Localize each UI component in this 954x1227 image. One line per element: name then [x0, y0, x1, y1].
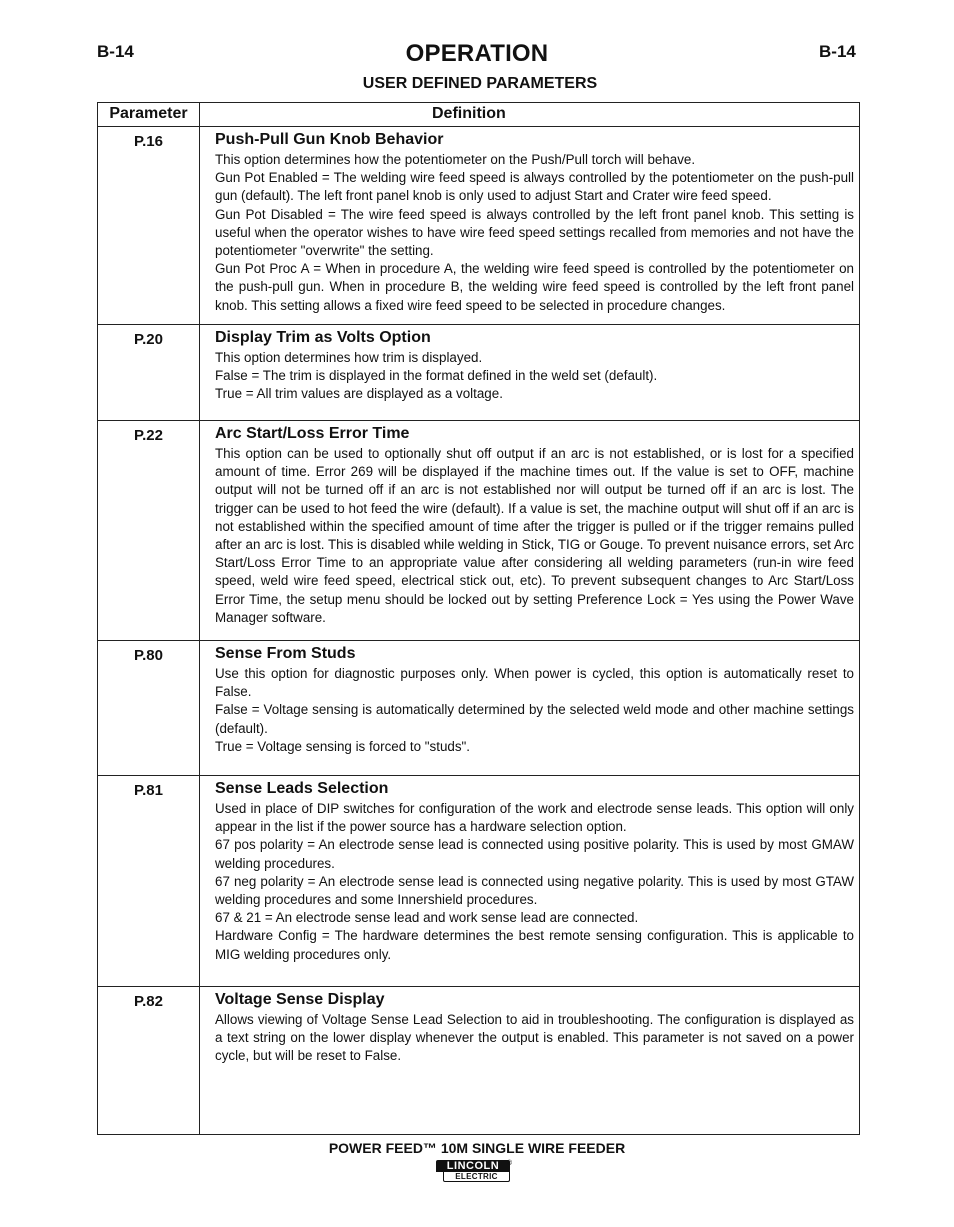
definition-line: 67 & 21 = An electrode sense lead and work sense lead are connected. [215, 910, 639, 926]
definition-line: Hardware Config = The hardware determines the best remote sensing configuration. This is applicable to MIG welding procedures only. [215, 928, 854, 962]
lincoln-electric-logo [436, 1160, 510, 1182]
definition-line: Gun Pot Disabled = The wire feed speed is always controlled by the left front panel knob. This setting is useful when the operator wishes to have wire feed speed settings recalled from memories and not have the potentiometer "overwrite" the setting. [215, 206, 854, 259]
page-title: OPERATION [405, 40, 549, 67]
parameter-code: P.81 [98, 776, 200, 987]
parameter-definition [200, 421, 860, 641]
table-row [98, 987, 860, 1135]
parameter-heading: Push-Pull Gun Knob Behavior [215, 131, 444, 148]
table-row [98, 641, 860, 776]
parameter-code: P.80 [98, 641, 200, 776]
parameter-heading: Voltage Sense Display [215, 991, 385, 1008]
table-row [98, 776, 860, 987]
footer-product-name: POWER FEED™ 10M SINGLE WIRE FEEDER [328, 1140, 626, 1156]
parameter-code: P.22 [98, 421, 200, 641]
parameter-definition [200, 776, 860, 987]
parameter-heading: Sense From Studs [215, 645, 356, 662]
table-header-row [98, 103, 860, 127]
parameter-definition [200, 641, 860, 776]
definition-line: 67 neg polarity = An electrode sense lead is connected using negative polarity. This is used by most GTAW welding procedures and some Innershield procedures. [215, 873, 854, 908]
parameter-code: P.16 [98, 127, 200, 325]
definition-line: This option determines how the potentiometer on the Push/Pull torch will behave. [215, 152, 696, 167]
section-subtitle: USER DEFINED PARAMETERS [362, 75, 598, 92]
column-header-parameter: Parameter [98, 103, 200, 127]
logo-bottom-text: ELECTRIC [443, 1172, 510, 1182]
definition-line: Allows viewing of Voltage Sense Lead Selection to aid in troubleshooting. The configuration is displayed as a text string on the lower display whenever the output is enabled. This parameter is not saved on a power cycle, but will be reset to False. [215, 1012, 854, 1064]
parameters-table [97, 102, 860, 1135]
definition-line: True = All trim values are displayed as a voltage. [215, 386, 503, 402]
definition-line: Used in place of DIP switches for configuration of the work and electrode sense leads. This option will only appear in the list if the power source has a hardware selection option. [215, 801, 854, 835]
column-header-definition: Definition [200, 103, 860, 127]
parameter-heading: Display Trim as Volts Option [215, 329, 431, 346]
parameter-heading: Arc Start/Loss Error Time [215, 425, 410, 442]
parameter-definition [200, 325, 860, 421]
parameter-heading: Sense Leads Selection [215, 780, 389, 797]
page-number-left: B-14 [97, 42, 134, 61]
table-row [98, 421, 860, 641]
parameter-code: P.82 [98, 987, 200, 1135]
definition-line: Use this option for diagnostic purposes only. When power is cycled, this option is automatically reset to False. [215, 666, 854, 700]
table-row [98, 325, 860, 421]
definition-line: This option determines how trim is displayed. [215, 350, 483, 365]
page-number-right: B-14 [819, 42, 856, 61]
parameter-definition [200, 127, 860, 325]
table-row [98, 127, 860, 325]
definition-line: Gun Pot Enabled = The welding wire feed speed is always controlled by the potentiometer on the push-pull gun (default). The left front panel knob is only used to adjust Start and Crater wire feed speed. [215, 170, 854, 204]
definition-line: This option can be used to optionally shut off output if an arc is not established, or is lost for a specified amount of time. Error 269 will be displayed if the machine times out. If the value is set to OFF, machine output will not be turned off if an arc is not established nor will output be turned off if an arc is lost. The trigger can be used to hot feed the wire (default). If a value is set, the machine output will shut off if an arc is not established within the specified amount of time after the trigger is pulled or if the trigger remains pulled after an arc is lost. This is disabled while welding in Stick, TIG or Gouge. To prevent nuisance errors, set Arc Start/Loss Error Time to an appropriate value after considering all welding parameters (run-in wire feed speed, weld wire feed speed, electrical stick out, etc). To prevent subsequent changes to Arc Start/Loss Error Time, the setup menu should be locked out by setting Preference Lock = Yes using the Power Wave Manager software. [215, 446, 854, 625]
definition-line: False = Voltage sensing is automatically determined by the selected weld mode and other machine settings (default). [215, 702, 854, 736]
logo-top-text: LINCOLN [436, 1160, 510, 1172]
parameter-code: P.20 [98, 325, 200, 421]
definition-line: Gun Pot Proc A = When in procedure A, the welding wire feed speed is controlled by the potentiometer on the push-pull gun. When in procedure B, the welding wire feed speed is controlled by the left front panel knob. This setting allows a fixed wire feed speed to be selected in procedure changes. [215, 261, 854, 313]
definition-line: 67 pos polarity = An electrode sense lead is connected using positive polarity. This is used by most GMAW welding procedures. [215, 837, 854, 871]
parameter-definition [200, 987, 860, 1135]
definition-line: False = The trim is displayed in the format defined in the weld set (default). [215, 368, 658, 384]
definition-line: True = Voltage sensing is forced to "studs". [215, 738, 471, 754]
registered-mark: ® [506, 1160, 512, 1167]
